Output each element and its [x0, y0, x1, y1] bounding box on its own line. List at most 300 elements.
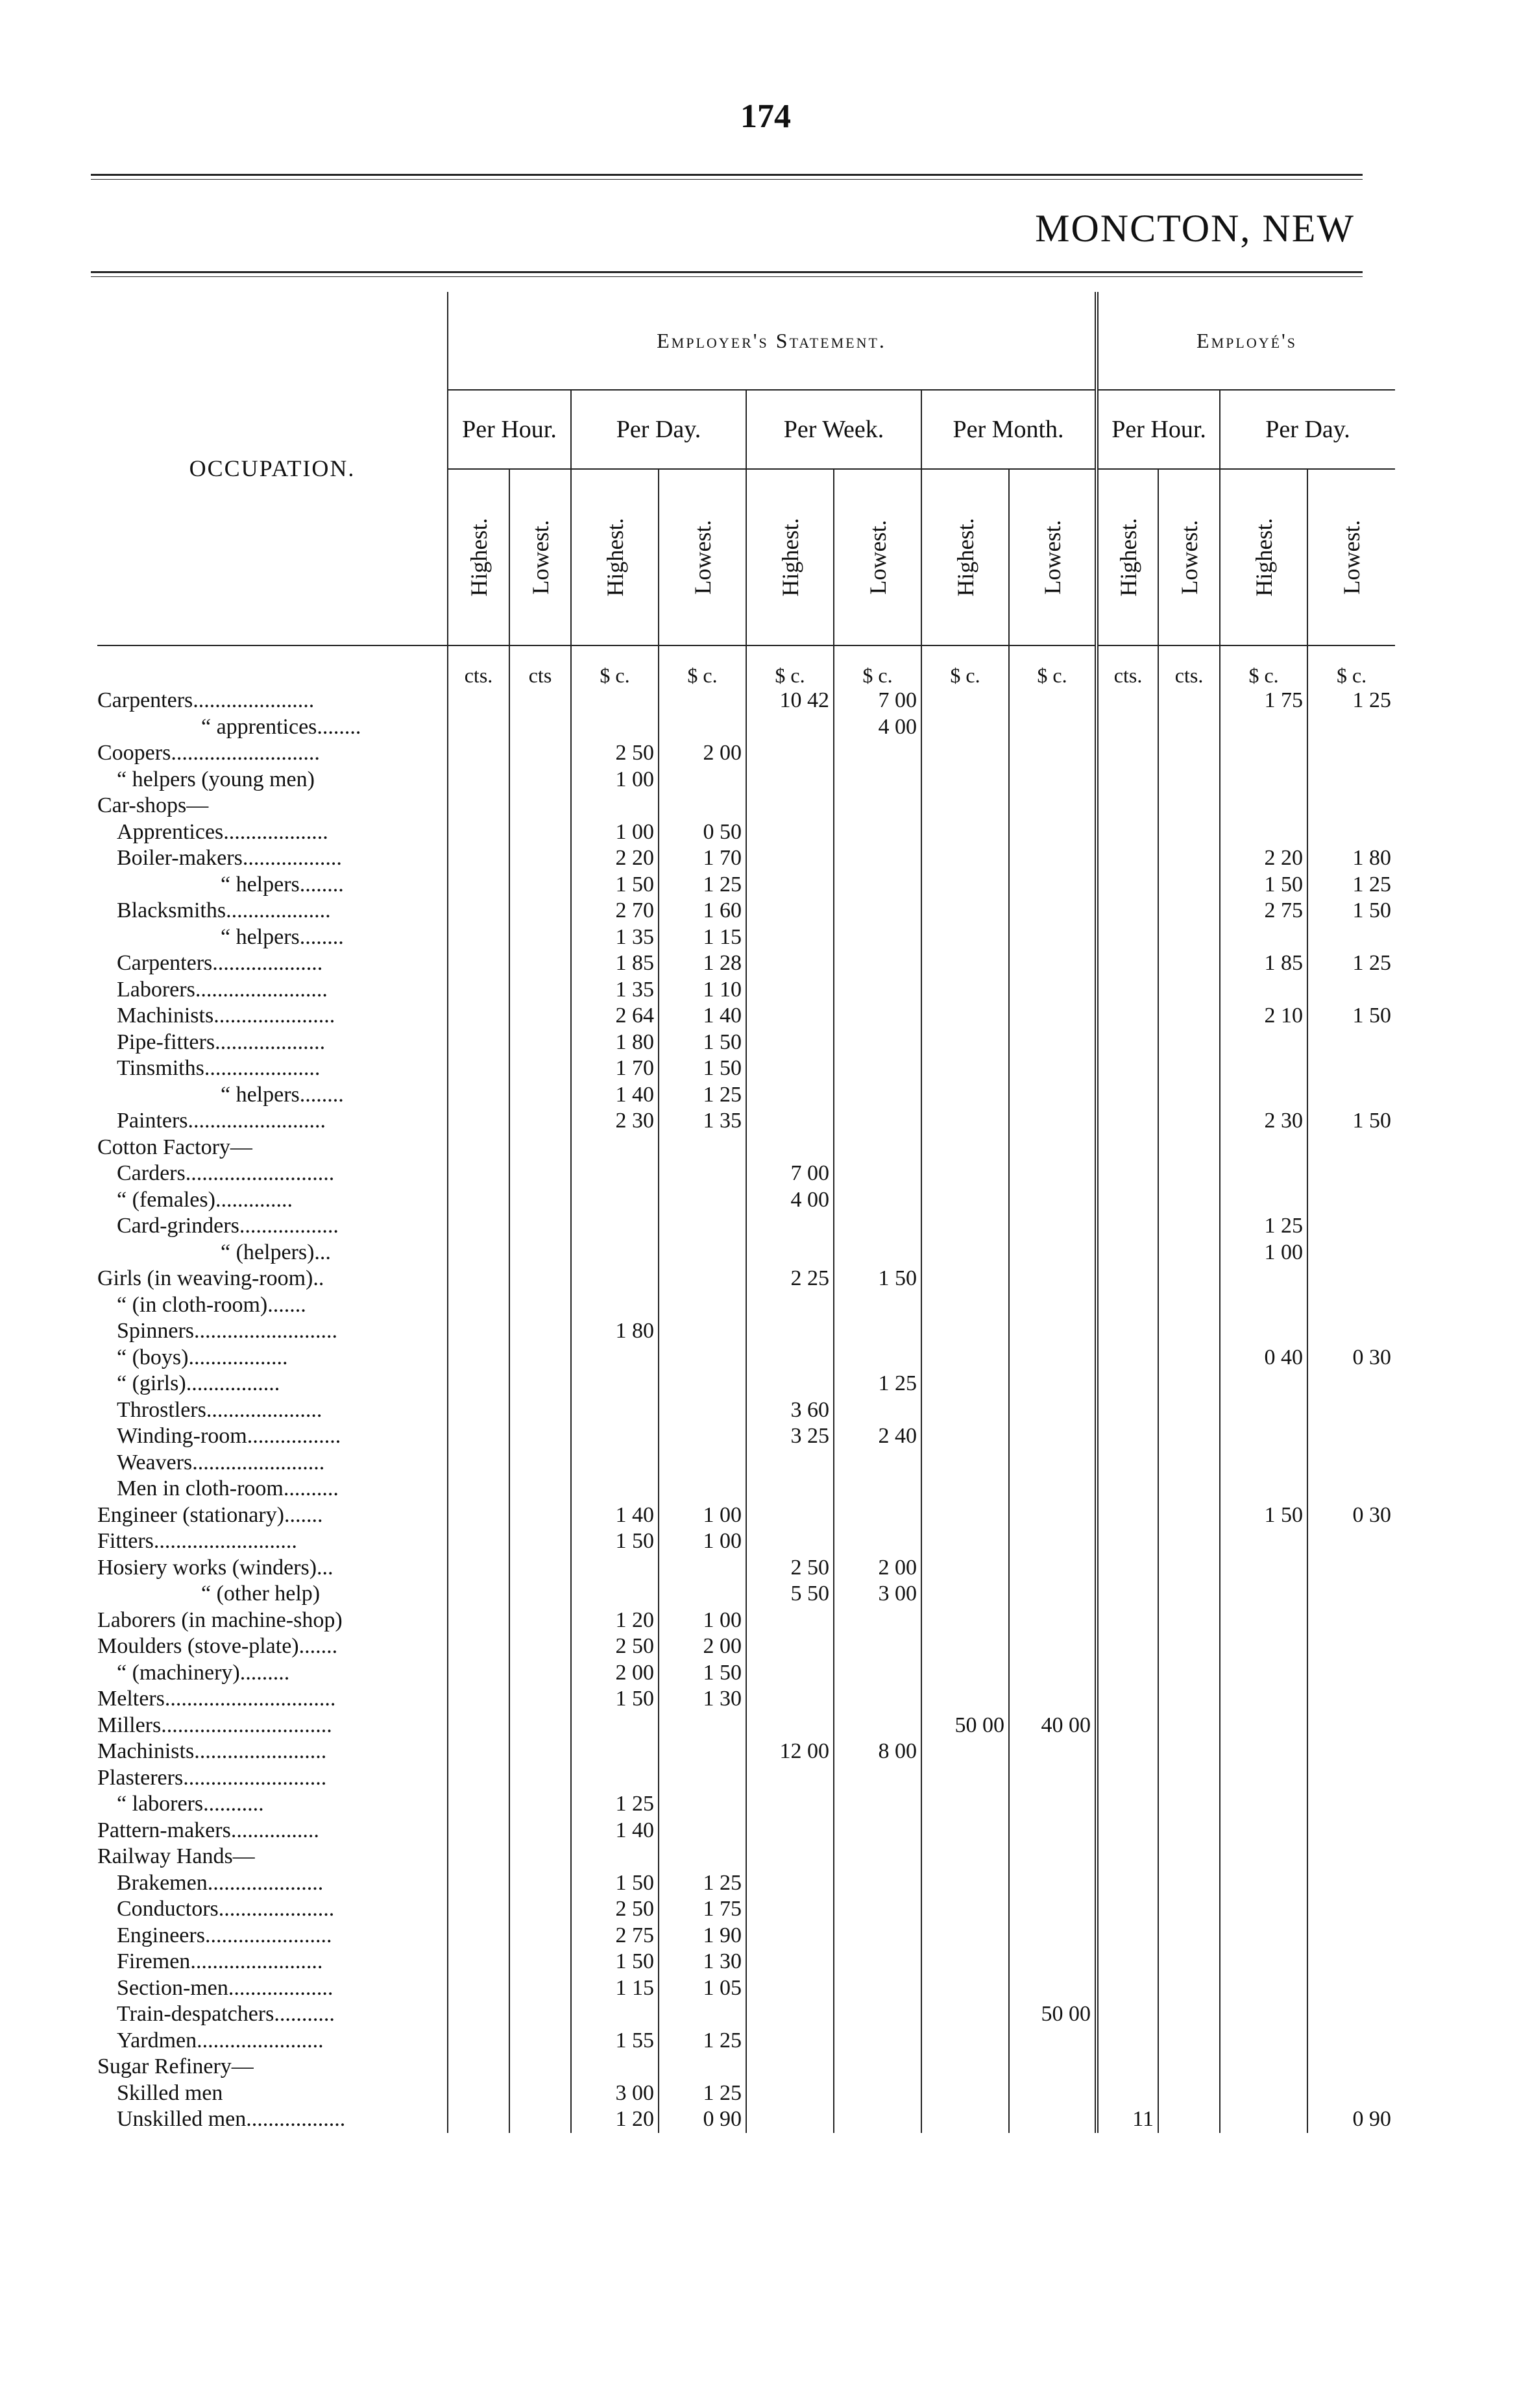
period-header: Per Month. — [921, 390, 1097, 469]
wage-cell — [1307, 1318, 1395, 1345]
wage-cell — [921, 1896, 1009, 1923]
leader-dots: .......................... — [153, 1529, 297, 1554]
occupation-cell — [97, 2080, 448, 2107]
wage-cell — [1158, 1476, 1220, 1502]
wage-cell — [571, 1423, 659, 1450]
wage-cell — [834, 1686, 921, 1713]
wage-cell — [834, 924, 921, 951]
wage-cell — [1158, 1240, 1220, 1266]
wage-cell — [921, 1870, 1009, 1897]
leader-dots: ........... — [274, 2002, 335, 2027]
wage-cell — [509, 1345, 571, 1371]
table-row — [97, 1607, 1395, 1634]
wage-cell — [834, 845, 921, 872]
period-header: Per Day. — [1220, 390, 1395, 469]
wage-cell: 1 20 — [571, 2106, 659, 2133]
occupation-label: Machinists — [97, 1739, 195, 1764]
occupation-cell — [97, 845, 448, 872]
wage-cell — [571, 1765, 659, 1792]
wage-cell — [659, 1292, 746, 1319]
wage-cell: 1 35 — [659, 1108, 746, 1135]
wage-cell: 1 00 — [659, 1528, 746, 1555]
wage-cell — [834, 1818, 921, 1844]
wage-cell — [746, 2054, 834, 2080]
wage-cell — [921, 1739, 1009, 1765]
wage-cell — [1220, 1450, 1307, 1476]
table-row — [97, 1213, 1395, 1240]
wage-cell — [746, 1607, 834, 1634]
wage-cell — [921, 2028, 1009, 2054]
wage-cell — [1009, 1161, 1097, 1187]
wage-cell: 1 40 — [659, 1003, 746, 1029]
highest-header — [921, 469, 1009, 645]
leader-dots: ... — [314, 1240, 331, 1264]
wage-cell — [921, 1581, 1009, 1607]
wage-cell — [1220, 1633, 1307, 1660]
wage-cell — [1009, 1029, 1097, 1056]
table-row — [97, 1739, 1395, 1765]
occupation-cell — [97, 1240, 448, 1266]
wage-cell — [1009, 1266, 1097, 1292]
occupation-label: Unskilled men — [117, 2107, 247, 2132]
wage-cell — [448, 793, 509, 819]
wage-cell — [1307, 1791, 1395, 1818]
wage-cell — [1097, 2001, 1158, 2028]
wage-cell — [921, 1423, 1009, 1450]
leader-dots: ................. — [247, 1424, 341, 1449]
wage-cell — [1307, 1371, 1395, 1397]
wage-cell — [509, 845, 571, 872]
unit-label: $ c. — [746, 645, 834, 688]
table-row — [97, 872, 1395, 898]
occupation-cell — [97, 1633, 448, 1660]
wage-cell — [509, 1633, 571, 1660]
wage-cell: 1 25 — [659, 2080, 746, 2107]
wage-cell: 2 00 — [659, 1633, 746, 1660]
wage-cell: 1 25 — [1307, 950, 1395, 977]
table-row — [97, 977, 1395, 1004]
wage-cell — [1158, 1818, 1220, 1844]
wage-cell — [509, 1292, 571, 1319]
wage-cell — [746, 1213, 834, 1240]
wage-cell — [834, 1949, 921, 1975]
wage-cell — [921, 1029, 1009, 1056]
wage-cell — [571, 1135, 659, 1161]
wage-cell — [1220, 714, 1307, 741]
wage-cell — [509, 1082, 571, 1109]
period-header: Per Hour. — [448, 390, 571, 469]
wage-cell — [834, 1055, 921, 1082]
table-row — [97, 1397, 1395, 1424]
leader-dots: ......... — [239, 1660, 290, 1685]
wage-cell: 1 75 — [1220, 688, 1307, 714]
wage-cell — [1009, 2106, 1097, 2133]
wage-cell — [1009, 1975, 1097, 2002]
wage-cell — [1097, 2080, 1158, 2107]
wage-cell — [448, 1292, 509, 1319]
wage-cell — [1009, 1423, 1097, 1450]
wage-cell: 2 25 — [746, 1266, 834, 1292]
table-row — [97, 1581, 1395, 1607]
occupation-label: Pattern-makers — [97, 1818, 231, 1842]
wage-cell — [1009, 950, 1097, 977]
wage-cell — [509, 924, 571, 951]
table-row — [97, 1476, 1395, 1502]
wage-cell — [509, 1975, 571, 2002]
wage-cell — [834, 1240, 921, 1266]
occupation-label: “ helpers (young men) — [117, 767, 315, 791]
wage-cell: 1 25 — [659, 1870, 746, 1897]
wage-cell — [1220, 1266, 1307, 1292]
wage-cell: 2 64 — [571, 1003, 659, 1029]
wage-cell — [1307, 1423, 1395, 1450]
wage-cell: 1 90 — [659, 1923, 746, 1949]
wage-cell — [746, 1292, 834, 1319]
title-rule — [91, 271, 1363, 273]
wage-cell — [1307, 714, 1395, 741]
wage-cell — [1009, 1108, 1097, 1135]
wage-cell — [571, 2001, 659, 2028]
wage-cell: 2 00 — [834, 1555, 921, 1582]
wage-cell — [746, 1686, 834, 1713]
wage-cell — [1220, 2054, 1307, 2080]
occupation-cell — [97, 1397, 448, 1424]
occupation-cell — [97, 898, 448, 924]
subhead-label: Highest. — [777, 518, 803, 597]
wage-cell — [1097, 740, 1158, 767]
wage-cell — [746, 1003, 834, 1029]
wage-cell — [659, 1213, 746, 1240]
wage-cell — [448, 1161, 509, 1187]
wage-cell — [1158, 1713, 1220, 1739]
wage-cell — [1009, 1292, 1097, 1319]
wage-cell — [659, 793, 746, 819]
wage-cell — [834, 1975, 921, 2002]
leader-dots: ...................... — [193, 688, 315, 713]
subhead-label: Highest. — [952, 518, 978, 597]
wage-cell: 1 25 — [1307, 872, 1395, 898]
wage-cell — [1158, 1135, 1220, 1161]
wage-cell: 1 50 — [659, 1055, 746, 1082]
wage-cell — [1097, 924, 1158, 951]
wage-cell — [509, 1187, 571, 1214]
page-number: 174 — [740, 98, 791, 135]
wage-cell — [834, 1161, 921, 1187]
occupation-label: Train-despatchers — [117, 2002, 274, 2027]
wage-cell — [1220, 1949, 1307, 1975]
wage-cell: 1 25 — [1307, 688, 1395, 714]
wage-cell — [834, 1502, 921, 1529]
table-row — [97, 714, 1395, 741]
wage-cell: 5 50 — [746, 1581, 834, 1607]
wage-cell — [1220, 1397, 1307, 1424]
wage-cell — [921, 1371, 1009, 1397]
wage-cell: 0 90 — [659, 2106, 746, 2133]
wage-cell — [448, 1791, 509, 1818]
wage-cell — [921, 2106, 1009, 2133]
wage-cell — [746, 714, 834, 741]
subhead-label: Highest. — [1250, 518, 1277, 597]
wage-cell: 1 40 — [571, 1502, 659, 1529]
wage-cell — [834, 1397, 921, 1424]
table-row — [97, 1686, 1395, 1713]
wage-cell — [1158, 714, 1220, 741]
occupation-cell — [97, 1423, 448, 1450]
wage-cell — [571, 1187, 659, 1214]
wage-cell — [509, 1476, 571, 1502]
employer-statement-header: Employer's Statement. — [448, 292, 1097, 390]
wage-cell — [746, 2080, 834, 2107]
wage-cell — [1220, 977, 1307, 1004]
occupation-cell — [97, 1791, 448, 1818]
wage-cell — [571, 1161, 659, 1187]
wage-cell — [921, 1476, 1009, 1502]
occupation-label: Moulders (stove-plate) — [97, 1634, 299, 1659]
wage-cell — [921, 1607, 1009, 1634]
wage-cell — [509, 1502, 571, 1529]
wage-cell — [1307, 1686, 1395, 1713]
occupation-label: Weavers — [117, 1450, 193, 1475]
wage-cell — [659, 1555, 746, 1582]
wage-cell: 2 50 — [746, 1555, 834, 1582]
wage-cell — [746, 977, 834, 1004]
wage-cell — [1097, 1923, 1158, 1949]
lowest-header — [659, 469, 746, 645]
wage-cell — [1009, 1187, 1097, 1214]
wage-cell — [659, 1135, 746, 1161]
wage-cell — [1009, 845, 1097, 872]
wage-cell — [1307, 1055, 1395, 1082]
wage-cell — [1009, 1949, 1097, 1975]
wage-cell — [659, 1371, 746, 1397]
occupation-cell — [97, 1844, 448, 1870]
wage-cell — [921, 1923, 1009, 1949]
table-row — [97, 1949, 1395, 1975]
wage-cell — [1158, 1266, 1220, 1292]
wage-cell — [746, 1923, 834, 1949]
wage-cell — [1097, 1240, 1158, 1266]
wage-cell: 1 00 — [1220, 1240, 1307, 1266]
wage-cell — [746, 1765, 834, 1792]
wage-cell: 2 50 — [571, 740, 659, 767]
table-row — [97, 1923, 1395, 1949]
leader-dots: ................... — [226, 898, 331, 923]
wage-cell: 40 00 — [1009, 1713, 1097, 1739]
wage-cell — [659, 1187, 746, 1214]
occupation-label: Skilled men — [117, 2080, 223, 2105]
wage-cell — [509, 1003, 571, 1029]
wage-cell — [1009, 977, 1097, 1004]
wage-cell — [1009, 714, 1097, 741]
occupation-label: “ laborers — [117, 1792, 204, 1816]
wage-cell — [1220, 1791, 1307, 1818]
wage-cell — [1307, 1818, 1395, 1844]
wage-cell: 3 25 — [746, 1423, 834, 1450]
wage-cell: 3 00 — [571, 2080, 659, 2107]
wage-cell — [921, 1660, 1009, 1687]
wage-cell — [1307, 1870, 1395, 1897]
occupation-cell — [97, 1055, 448, 1082]
wage-cell — [1097, 1975, 1158, 2002]
wage-cell — [509, 1896, 571, 1923]
wage-cell — [834, 1791, 921, 1818]
wage-cell: 1 10 — [659, 977, 746, 1004]
wage-cell: 0 30 — [1307, 1345, 1395, 1371]
wage-cell — [1220, 1371, 1307, 1397]
occupation-label: Card-grinders — [117, 1214, 239, 1238]
wage-cell — [571, 714, 659, 741]
wage-cell — [834, 1318, 921, 1345]
wage-cell: 1 25 — [834, 1371, 921, 1397]
wage-cell — [1220, 1765, 1307, 1792]
wage-cell — [1158, 1581, 1220, 1607]
wage-cell — [1158, 1450, 1220, 1476]
wage-cell — [1097, 1476, 1158, 1502]
leader-dots: ....... — [267, 1292, 306, 1317]
wage-cell — [921, 1686, 1009, 1713]
wage-cell — [1097, 1161, 1158, 1187]
wage-cell — [1158, 1607, 1220, 1634]
wage-cell — [1009, 1844, 1097, 1870]
wage-cell — [1097, 1003, 1158, 1029]
wage-cell — [1097, 950, 1158, 977]
occupation-label: “ helpers — [221, 872, 300, 897]
wage-cell — [1158, 793, 1220, 819]
wage-cell — [509, 1240, 571, 1266]
wage-cell — [921, 767, 1009, 793]
table-row — [97, 1161, 1395, 1187]
wage-cell: 1 25 — [571, 1791, 659, 1818]
wage-cell — [571, 1555, 659, 1582]
period-header: Per Week. — [746, 390, 921, 469]
wage-cell — [746, 1870, 834, 1897]
wage-cell: 1 28 — [659, 950, 746, 977]
wage-cell — [571, 793, 659, 819]
leader-dots: .................. — [239, 1214, 339, 1238]
table-row — [97, 898, 1395, 924]
wage-cell: 1 50 — [571, 1949, 659, 1975]
wage-cell — [1009, 793, 1097, 819]
wage-cell — [921, 1266, 1009, 1292]
unit-label: $ c. — [1220, 645, 1307, 688]
occupation-cell — [97, 767, 448, 793]
wage-cell — [571, 1292, 659, 1319]
occupation-cell — [97, 1345, 448, 1371]
wage-cell — [1158, 1161, 1220, 1187]
wage-cell — [1158, 1213, 1220, 1240]
wage-cell — [1307, 1555, 1395, 1582]
wage-cell — [1097, 2028, 1158, 2054]
wage-cell — [1009, 767, 1097, 793]
wage-cell — [1158, 1739, 1220, 1765]
occupation-cell — [97, 1713, 448, 1739]
wage-cell: 1 70 — [659, 845, 746, 872]
wage-cell — [921, 1502, 1009, 1529]
occupation-label: Boiler-makers — [117, 846, 243, 871]
wage-cell — [1097, 1660, 1158, 1687]
occupation-label: Yardmen — [117, 2028, 197, 2053]
wage-cell — [746, 2028, 834, 2054]
wage-cell — [448, 872, 509, 898]
table-row — [97, 1082, 1395, 1109]
wage-cell — [1009, 1765, 1097, 1792]
table-row — [97, 1633, 1395, 1660]
wage-cell — [509, 1213, 571, 1240]
wage-cell — [448, 1450, 509, 1476]
wage-cell — [1307, 740, 1395, 767]
wage-cell — [834, 1844, 921, 1870]
wage-cell — [1158, 1765, 1220, 1792]
occupation-cell — [97, 1896, 448, 1923]
wage-cell — [1009, 1686, 1097, 1713]
wage-cell — [1307, 1923, 1395, 1949]
wage-cell — [509, 1397, 571, 1424]
leader-dots: ........ — [299, 924, 344, 949]
unit-label: $ c. — [659, 645, 746, 688]
wage-cell — [1220, 1739, 1307, 1765]
table-row — [97, 688, 1395, 714]
leader-dots: ....................... — [204, 1923, 332, 1947]
wage-cell — [448, 1607, 509, 1634]
unit-label: $ c. — [834, 645, 921, 688]
wage-cell — [448, 977, 509, 1004]
wage-cell — [659, 1765, 746, 1792]
table-row — [97, 1371, 1395, 1397]
wage-cell — [921, 845, 1009, 872]
wage-cell — [659, 1818, 746, 1844]
wage-cell — [834, 1633, 921, 1660]
occupation-cell — [97, 2001, 448, 2028]
wage-cell — [1158, 1345, 1220, 1371]
occupation-cell — [97, 1108, 448, 1135]
leader-dots: .................. — [188, 1345, 288, 1369]
wage-cell — [1220, 2106, 1307, 2133]
wage-cell — [509, 714, 571, 741]
occupation-label: Painters — [117, 1109, 188, 1133]
wage-cell: 1 70 — [571, 1055, 659, 1082]
wage-cell — [834, 1607, 921, 1634]
wage-cell — [1307, 1660, 1395, 1687]
wage-cell — [1307, 1213, 1395, 1240]
wage-cell — [659, 2001, 746, 2028]
wage-cell — [746, 1975, 834, 2002]
wage-cell — [509, 950, 571, 977]
occupation-cell — [97, 1581, 448, 1607]
wage-cell — [509, 1055, 571, 1082]
wage-cell — [921, 1555, 1009, 1582]
wage-cell — [1158, 1923, 1220, 1949]
leader-dots: ................ — [230, 1818, 319, 1842]
wage-cell — [834, 740, 921, 767]
wage-cell — [509, 2054, 571, 2080]
wage-cell — [571, 1371, 659, 1397]
wage-cell — [1009, 1450, 1097, 1476]
wage-cell — [1220, 1975, 1307, 2002]
wage-cell — [1097, 714, 1158, 741]
wage-cell — [1158, 1633, 1220, 1660]
lowest-header — [1009, 469, 1097, 645]
wage-cell: 1 80 — [571, 1318, 659, 1345]
wage-cell: 1 50 — [571, 1528, 659, 1555]
wage-cell — [834, 1003, 921, 1029]
wage-cell — [921, 1949, 1009, 1975]
wage-cell — [509, 2028, 571, 2054]
leader-dots: .................... — [212, 951, 323, 976]
wage-cell — [1158, 1975, 1220, 2002]
wage-cell — [1097, 1502, 1158, 1529]
table-row — [97, 1055, 1395, 1082]
occupation-label: Plasterers — [97, 1765, 184, 1790]
